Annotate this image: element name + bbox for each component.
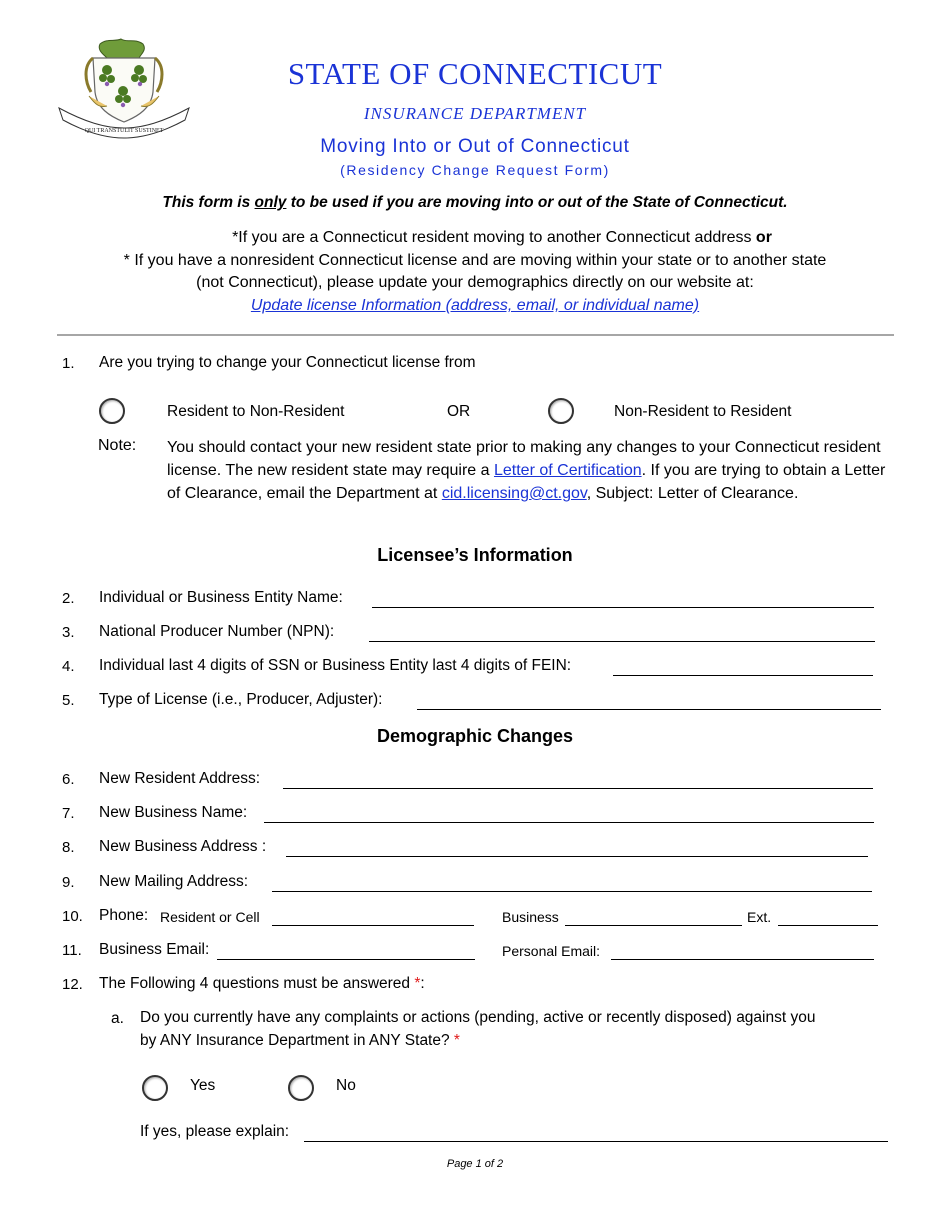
q12a-yes-label: Yes xyxy=(190,1077,216,1094)
demographic-changes-heading: Demographic Changes xyxy=(376,726,574,746)
field-5-number: 5. xyxy=(62,692,75,709)
field-7-number: 7. xyxy=(62,805,75,822)
update-license-link[interactable]: Update license Information (address, email, or individual name) xyxy=(250,297,700,314)
phone-label: Phone: xyxy=(99,907,149,924)
field-9-number: 9. xyxy=(62,874,75,891)
radio-q12a-no[interactable] xyxy=(288,1075,314,1101)
state-title: STATE OF CONNECTICUT xyxy=(287,56,663,91)
ssn-fein-field[interactable] xyxy=(613,659,873,676)
q1-number: 1. xyxy=(62,355,75,372)
seal-motto-text: QUI TRANSTULIT SUSTINET xyxy=(84,128,164,134)
intro-line-1-text: *If you are a Connecticut resident moving to another Connecticut address xyxy=(232,229,756,246)
phone-ext-label: Ext. xyxy=(747,909,772,925)
license-type-field[interactable] xyxy=(417,693,881,710)
personal-email-field[interactable] xyxy=(611,943,874,960)
q12a-text-line-1: Do you currently have any complaints or actions (pending, active or recently disposed) against you xyxy=(140,1009,816,1026)
option-nonresident-to-resident: Non-Resident to Resident xyxy=(614,403,792,420)
ssn-fein-label: Individual last 4 digits of SSN or Business Entity last 4 digits of FEIN: xyxy=(99,657,572,674)
note-text xyxy=(167,436,902,505)
radio-resident-to-nonresident[interactable] xyxy=(99,398,125,424)
q12a-explain-label: If yes, please explain: xyxy=(140,1123,290,1140)
usage-notice-only: only xyxy=(254,194,287,211)
note-text-post: , Subject: Letter of Clearance. xyxy=(586,485,799,502)
field-4-number: 4. xyxy=(62,658,75,675)
note-label: Note: xyxy=(98,437,137,454)
intro-line-1-or: or xyxy=(755,229,772,246)
department-name: INSURANCE DEPARTMENT xyxy=(363,104,587,123)
q12a-text-line-2-text: by ANY Insurance Department in ANY State? xyxy=(140,1032,454,1049)
phone-business-field[interactable] xyxy=(565,909,742,926)
intro-line-2: * If you have a nonresident Connecticut license and are moving within your state or to another state xyxy=(123,252,827,269)
phone-business-label: Business xyxy=(502,909,559,925)
resident-address-field[interactable] xyxy=(283,772,873,789)
field-2-number: 2. xyxy=(62,590,75,607)
q12a-required-asterisk: * xyxy=(453,1032,460,1049)
radio-nonresident-to-resident[interactable] xyxy=(548,398,574,424)
business-name-label: New Business Name: xyxy=(99,804,248,821)
option-or: OR xyxy=(447,403,471,420)
usage-notice xyxy=(0,194,950,212)
mailing-address-field[interactable] xyxy=(272,875,872,892)
form-subtitle: (Residency Change Request Form) xyxy=(340,162,610,178)
note-text-pre: You should contact your new resident state prior to making any changes to your Connecticut resident license. The new resident state may require a xyxy=(167,439,881,479)
required-asterisk: * xyxy=(414,975,421,992)
form-title: Moving Into or Out of Connecticut xyxy=(320,136,630,157)
field-6-number: 6. xyxy=(62,771,75,788)
business-name-field[interactable] xyxy=(264,806,874,823)
business-email-field[interactable] xyxy=(217,943,475,960)
q12a-letter: a. xyxy=(111,1010,124,1027)
usage-notice-post: to be used if you are moving into or out of the State of Connecticut. xyxy=(286,194,788,211)
phone-resident-label: Resident or Cell xyxy=(160,909,260,925)
note-text-mid: . If you are trying to obtain a Letter of Clearance, email the Department at xyxy=(167,462,886,502)
phone-ext-field[interactable] xyxy=(778,909,878,926)
field-8-number: 8. xyxy=(62,839,75,856)
phone-resident-field[interactable] xyxy=(272,909,474,926)
field-10-number: 10. xyxy=(62,908,83,925)
q12-label-colon: : xyxy=(420,975,425,992)
letter-of-certification-link[interactable]: Letter of Certification xyxy=(493,462,642,479)
intro-line-3: (not Connecticut), please update your demographics directly on our website at: xyxy=(196,274,754,291)
npn-label: National Producer Number (NPN): xyxy=(99,623,335,640)
business-address-field[interactable] xyxy=(286,840,868,857)
q12a-no-label: No xyxy=(336,1077,356,1094)
mailing-address-label: New Mailing Address: xyxy=(99,873,249,890)
entity-name-label: Individual or Business Entity Name: xyxy=(99,589,343,606)
q12a-explain-field[interactable] xyxy=(304,1125,888,1142)
field-3-number: 3. xyxy=(62,624,75,641)
radio-q12a-yes[interactable] xyxy=(142,1075,168,1101)
personal-email-label: Personal Email: xyxy=(502,943,601,959)
intro-line-1 xyxy=(0,229,950,247)
npn-field[interactable] xyxy=(369,625,875,642)
business-email-label: Business Email: xyxy=(99,941,210,958)
q1-label: Are you trying to change your Connecticut license from xyxy=(99,354,476,371)
entity-name-field[interactable] xyxy=(372,591,874,608)
business-address-label: New Business Address : xyxy=(99,838,267,855)
resident-address-label: New Resident Address: xyxy=(99,770,261,787)
page-number: Page 1 of 2 xyxy=(446,1158,504,1170)
field-12-number: 12. xyxy=(62,976,83,993)
q12-label xyxy=(99,975,425,993)
usage-notice-pre: This form is xyxy=(162,194,255,211)
licensee-info-heading: Licensee’s Information xyxy=(377,545,573,565)
header-divider xyxy=(57,334,894,336)
license-type-label: Type of License (i.e., Producer, Adjuster): xyxy=(99,691,383,708)
q12a-text-line-2 xyxy=(140,1032,460,1050)
field-11-number: 11. xyxy=(62,942,82,959)
q12-label-text: The Following 4 questions must be answered xyxy=(99,975,415,992)
intro-link-line xyxy=(0,297,950,315)
option-resident-to-nonresident: Resident to Non-Resident xyxy=(167,403,345,420)
licensing-email-link[interactable]: cid.licensing@ct.gov xyxy=(441,485,587,502)
